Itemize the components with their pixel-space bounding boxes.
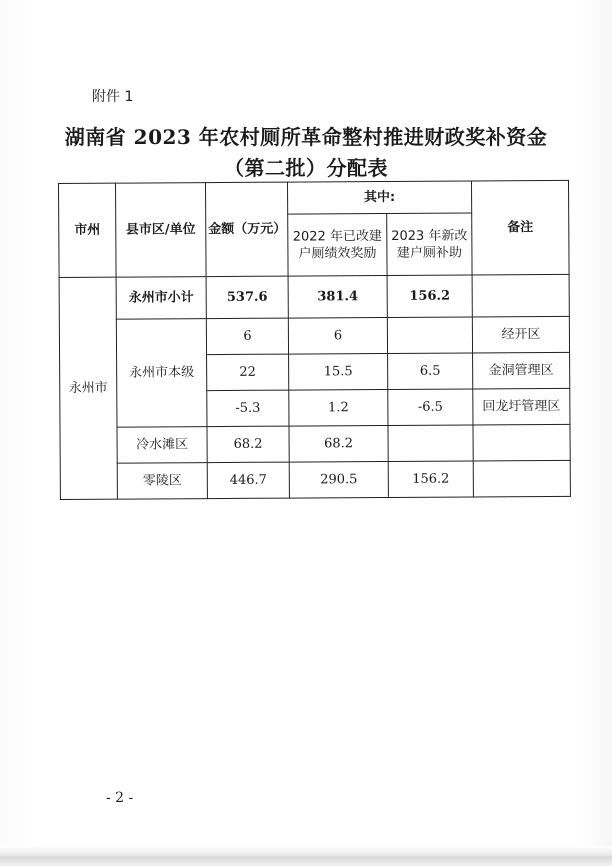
subtotal-unit: 永州市小计 — [116, 277, 206, 320]
cell-remarks: 回龙圩管理区 — [473, 388, 570, 425]
cell-sub1: 1.2 — [289, 389, 388, 426]
table-row — [60, 424, 570, 463]
document-title-line2: （第二批）分配表 — [224, 156, 388, 180]
scan-bottom-edge — [0, 846, 612, 866]
header-unit: 县市区/单位 — [116, 183, 207, 278]
cell-sub2: 6.5 — [388, 353, 473, 390]
header-sub2: 2023 年新改建户厕补助 — [387, 213, 472, 276]
cell-sub2 — [388, 425, 473, 462]
cell-amount: 446.7 — [207, 462, 289, 499]
cell-remarks — [473, 460, 570, 497]
header-of-which: 其中: — [287, 181, 471, 214]
cell-sub1: 290.5 — [289, 461, 388, 498]
subtotal-sub1: 381.4 — [288, 275, 387, 318]
table-row — [60, 460, 570, 499]
cell-sub2 — [387, 317, 472, 354]
benji-unit: 永州市本级 — [116, 319, 207, 428]
cell-sub1: 15.5 — [289, 353, 388, 390]
cell-amount: 6 — [206, 318, 288, 355]
table-row-subtotal — [59, 274, 569, 319]
cell-unit: 冷水滩区 — [117, 427, 207, 464]
header-city: 市州 — [59, 183, 117, 277]
cell-amount: 22 — [207, 354, 289, 391]
cell-unit: 零陵区 — [117, 463, 207, 500]
subtotal-sub2: 156.2 — [387, 275, 472, 318]
page-number: - 2 - — [106, 790, 134, 806]
city-cell: 永州市 — [59, 277, 117, 499]
cell-sub1: 68.2 — [289, 425, 388, 462]
subtotal-amount: 537.6 — [206, 276, 288, 319]
subtotal-remarks — [472, 274, 569, 317]
cell-remarks — [473, 424, 570, 461]
cell-remarks: 金洞管理区 — [473, 352, 570, 389]
header-sub1: 2022 年已改建户厕绩效奖励 — [288, 213, 387, 276]
allocation-table — [58, 180, 571, 500]
cell-sub1: 6 — [288, 317, 387, 354]
table-row — [59, 316, 569, 355]
attachment-label: 附件 1 — [92, 89, 134, 105]
cell-amount: 68.2 — [207, 426, 289, 463]
header-remarks: 备注 — [472, 180, 570, 275]
cell-sub2: 156.2 — [388, 461, 473, 498]
cell-amount: -5.3 — [207, 390, 289, 427]
document-title-line1: 湖南省 2023 年农村厕所革命整村推进财政奖补资金 — [64, 125, 548, 149]
cell-remarks: 经开区 — [472, 316, 569, 353]
header-amount: 金额（万元） — [206, 182, 289, 276]
cell-sub2: -6.5 — [388, 389, 473, 426]
